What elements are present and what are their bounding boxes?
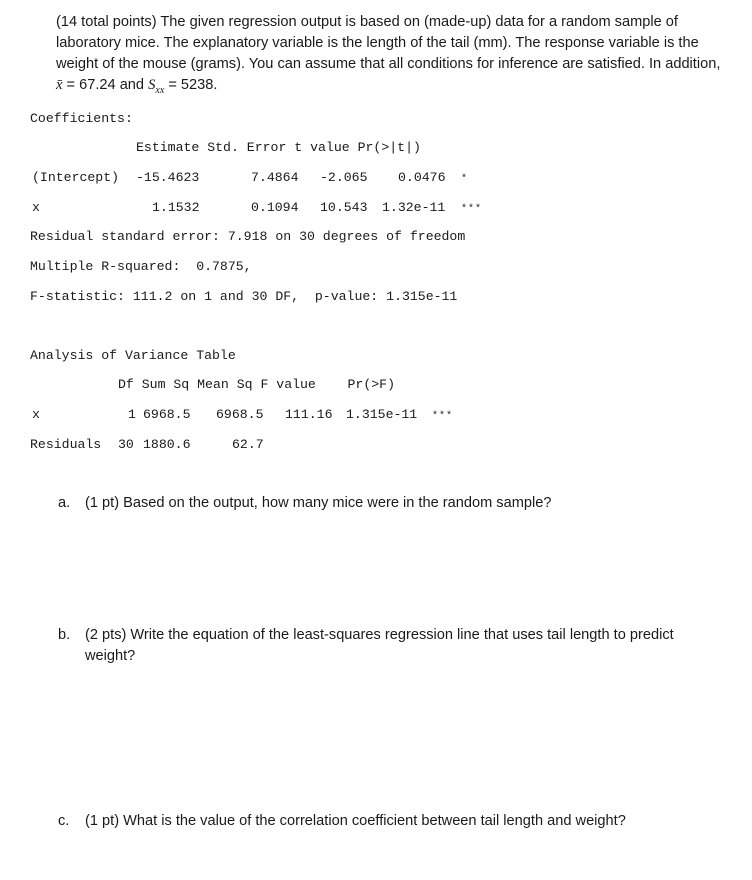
coefficients-label: Coefficients: — [30, 111, 133, 126]
anova-x-p-value: 1.315e-11 — [346, 407, 418, 422]
x-name: x — [32, 200, 40, 215]
anova-x-f-value: 111.16 — [285, 407, 333, 422]
x-estimate: 1.1532 — [152, 200, 200, 215]
question-a — [58, 493, 708, 514]
question-b-letter: b. — [58, 627, 71, 643]
intercept-p-value: 0.0476 — [398, 170, 446, 185]
question-a-text: (1 pt) Based on the output, how many mice were in the random sample? — [85, 495, 552, 511]
intro-text: (14 total points) The given regression output is based on (made-up) data for a random sample of laboratory mice. The explanatory variable is the length of the tail (mm). The response variable is the weight of the mouse (grams). You can assume that all conditions for inference are satisfied. In addition, — [56, 14, 721, 72]
anova-residuals-df: 30 — [118, 437, 134, 452]
anova-x-df: 1 — [128, 407, 136, 422]
problem-intro — [56, 12, 726, 101]
intercept-signif: * — [461, 174, 469, 185]
sxx-value: = 5238. — [164, 77, 218, 93]
anova-x-name: x — [32, 407, 40, 422]
anova-x-mean-sq: 6968.5 — [216, 407, 264, 422]
anova-residuals-name: Residuals — [30, 437, 102, 452]
anova-header: Df Sum Sq Mean Sq F value Pr(>F) — [118, 377, 395, 392]
anova-x-signif: *** — [432, 411, 454, 422]
sxx-symbol: $S_{xx}$ — [148, 77, 165, 96]
anova-title: Analysis of Variance Table — [30, 348, 236, 363]
x-signif: *** — [461, 204, 483, 215]
intercept-std-error: 7.4864 — [251, 170, 299, 185]
intercept-t-value: -2.065 — [320, 170, 368, 185]
intercept-estimate: -15.4623 — [136, 170, 200, 185]
anova-residuals-sum-sq: 1880.6 — [143, 437, 191, 452]
xbar-value: = 67.24 and — [62, 77, 149, 93]
question-b — [58, 625, 708, 667]
intercept-name: (Intercept) — [32, 170, 120, 185]
question-a-letter: a. — [58, 495, 71, 511]
multiple-r-squared: Multiple R-squared: 0.7875, — [30, 259, 252, 274]
x-p-value: 1.32e-11 — [382, 200, 446, 215]
xbar-symbol: x̄ — [56, 77, 63, 93]
x-std-error: 0.1094 — [251, 200, 299, 215]
anova-x-sum-sq: 6968.5 — [143, 407, 191, 422]
coefficients-header: Estimate Std. Error t value Pr(>|t|) — [136, 140, 421, 155]
question-b-text: (2 pts) Write the equation of the least-squares regression line that uses tail length to predict weight? — [85, 627, 674, 664]
residual-standard-error: Residual standard error: 7.918 on 30 degrees of freedom — [30, 229, 466, 244]
question-c-letter: c. — [58, 813, 70, 829]
question-c-text: (1 pt) What is the value of the correlation coefficient between tail length and weight? — [85, 813, 626, 829]
f-statistic: F-statistic: 111.2 on 1 and 30 DF, p-value: 1.315e-11 — [30, 289, 458, 304]
question-c — [58, 811, 708, 832]
anova-residuals-mean-sq: 62.7 — [232, 437, 264, 452]
x-t-value: 10.543 — [320, 200, 368, 215]
